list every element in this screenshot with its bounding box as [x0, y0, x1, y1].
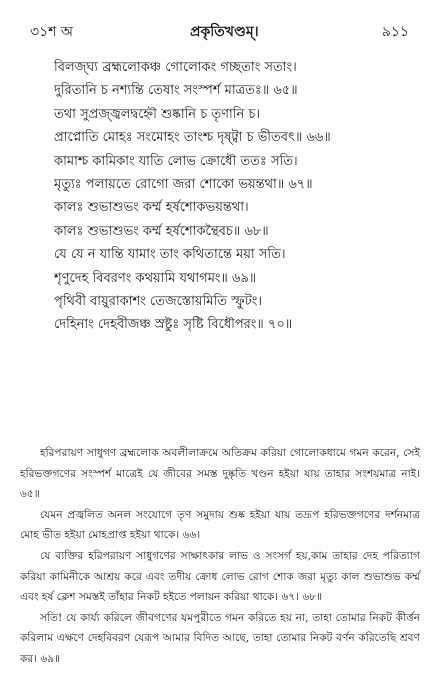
chapter-number: ৩১শ অ — [30, 24, 74, 40]
verse-line: কালঃ শুভাশুভং কর্ম্ম হর্ষশোকন্থৈবচ॥ ৬৮॥ — [54, 223, 269, 239]
verse-line: কালঃ শুভাশুভং কর্ম্ম হর্ষশোকভয়ন্তথা। — [54, 200, 249, 216]
verse-line: শৃণুদেহ বিবরণং কথয়ামি যথাগমং॥ ৬৯॥ — [54, 270, 257, 286]
verse-line: যে যে ন যান্তি যামাং তাং কথিতান্তে ময়া সতি। — [54, 247, 286, 263]
page-header — [30, 20, 409, 42]
verse-line: মৃত্যুঃ পলায়তে রোগো জরা শোকো ভয়ন্তথা॥ ৬৭॥ — [54, 176, 313, 192]
commentary-paragraph: যেমন প্রজ্বলিত অনল সংযোগে তৃণ সমুদায় শুষ্ক হইয়া যায় তদ্রূপ হরিভক্তগণের দর্শনমাত্র মোহ ভীত হইয়া মোহপ্রাপ্ত হইয়া থাকে। ৬৬। — [20, 508, 420, 542]
verse-line: প্রাপ্নোতি মোহঃ সংমোহং তাংশ্চ দৃষ্ট্বা চ ভীতবৎ॥ ৬৬॥ — [54, 130, 331, 146]
verse-line: দুরিতানি চ নশ্যন্তি তেষাং সংস্পর্শ মাত্রতঃ॥ ৬৫॥ — [54, 83, 298, 99]
page-number: ৯১১ — [381, 24, 409, 40]
sanskrit-verses — [54, 56, 424, 337]
commentary-paragraph: যে ব্যক্তির হরিপরায়ণ সাধুগণের সাক্ষাৎকার লাভ ও সংসর্গ হয়,কাম তাহার দেহ পরিত্যাগ করিয়া কামিনীকে আশ্রয় করে এবং তদীয় ক্রোধ লোভ রোগ শোক জরা মৃত্যু কাল শুভাশুভ কর্ম্ম এবং হর্ষ ক্লেশ সমস্তই তাঁহার নিকট হইতে পলায়ন করিয়া থাকে। ৬৭। ৬৮॥ — [20, 549, 420, 604]
verse-line: বিলজ্ঘ্য ব্রহ্মলোকঞ্চ গোলোকং গচ্ছতাং সতাং। — [54, 60, 297, 75]
commentary-paragraph: হরিপরায়ণ সাধুগণ ব্রহ্মলোক অবলীলাক্রমে অতিক্রম করিয়া গোলোকধামে গমন করেন, সেই হরিভক্তগণের সংস্পর্শ মাত্রেই যে জীবের সমস্ত দুষ্কৃতি খণ্ডন হইয়া যায় তাহার সংশয়মাত্র নাই। ৬৫॥ — [20, 447, 420, 501]
commentary-paragraph: সতি! যে কার্য্য করিলে জীবগণের যমপুরীতে গমন করিতে হয় না, তাহা তোমার নিকট কীর্ত্তন করিলাম এক্ষণে দেহবিবরণ যেরূপ আমার বিদিত আছে, তাহা তোমার নিকট বর্ণন করিতেছি শ্রবণ কর। ৬৯॥ — [20, 611, 420, 665]
verse-line: কামাশ্চ কামিকাং যাতি লোভ ক্রোধৌ ততঃ সতি। — [54, 153, 298, 169]
verse-line: পৃথিবী বায়ুরাকাশং তেজস্তোয়মিতি স্ফুটং। — [54, 293, 263, 309]
verse-line: তথা সুপ্রজ্জ্বলদ্বহ্নৌ শুষ্কানি চ তৃণানি চ। — [54, 106, 261, 122]
verse-line: দেহিনাং দেহবীজঞ্চ স্রষ্টুঃ সৃষ্টি বিধৌপরং॥ ৭০॥ — [54, 317, 293, 333]
running-title: প্রকৃতিখণ্ডম্‌। — [190, 24, 259, 40]
bengali-commentary — [20, 443, 420, 670]
